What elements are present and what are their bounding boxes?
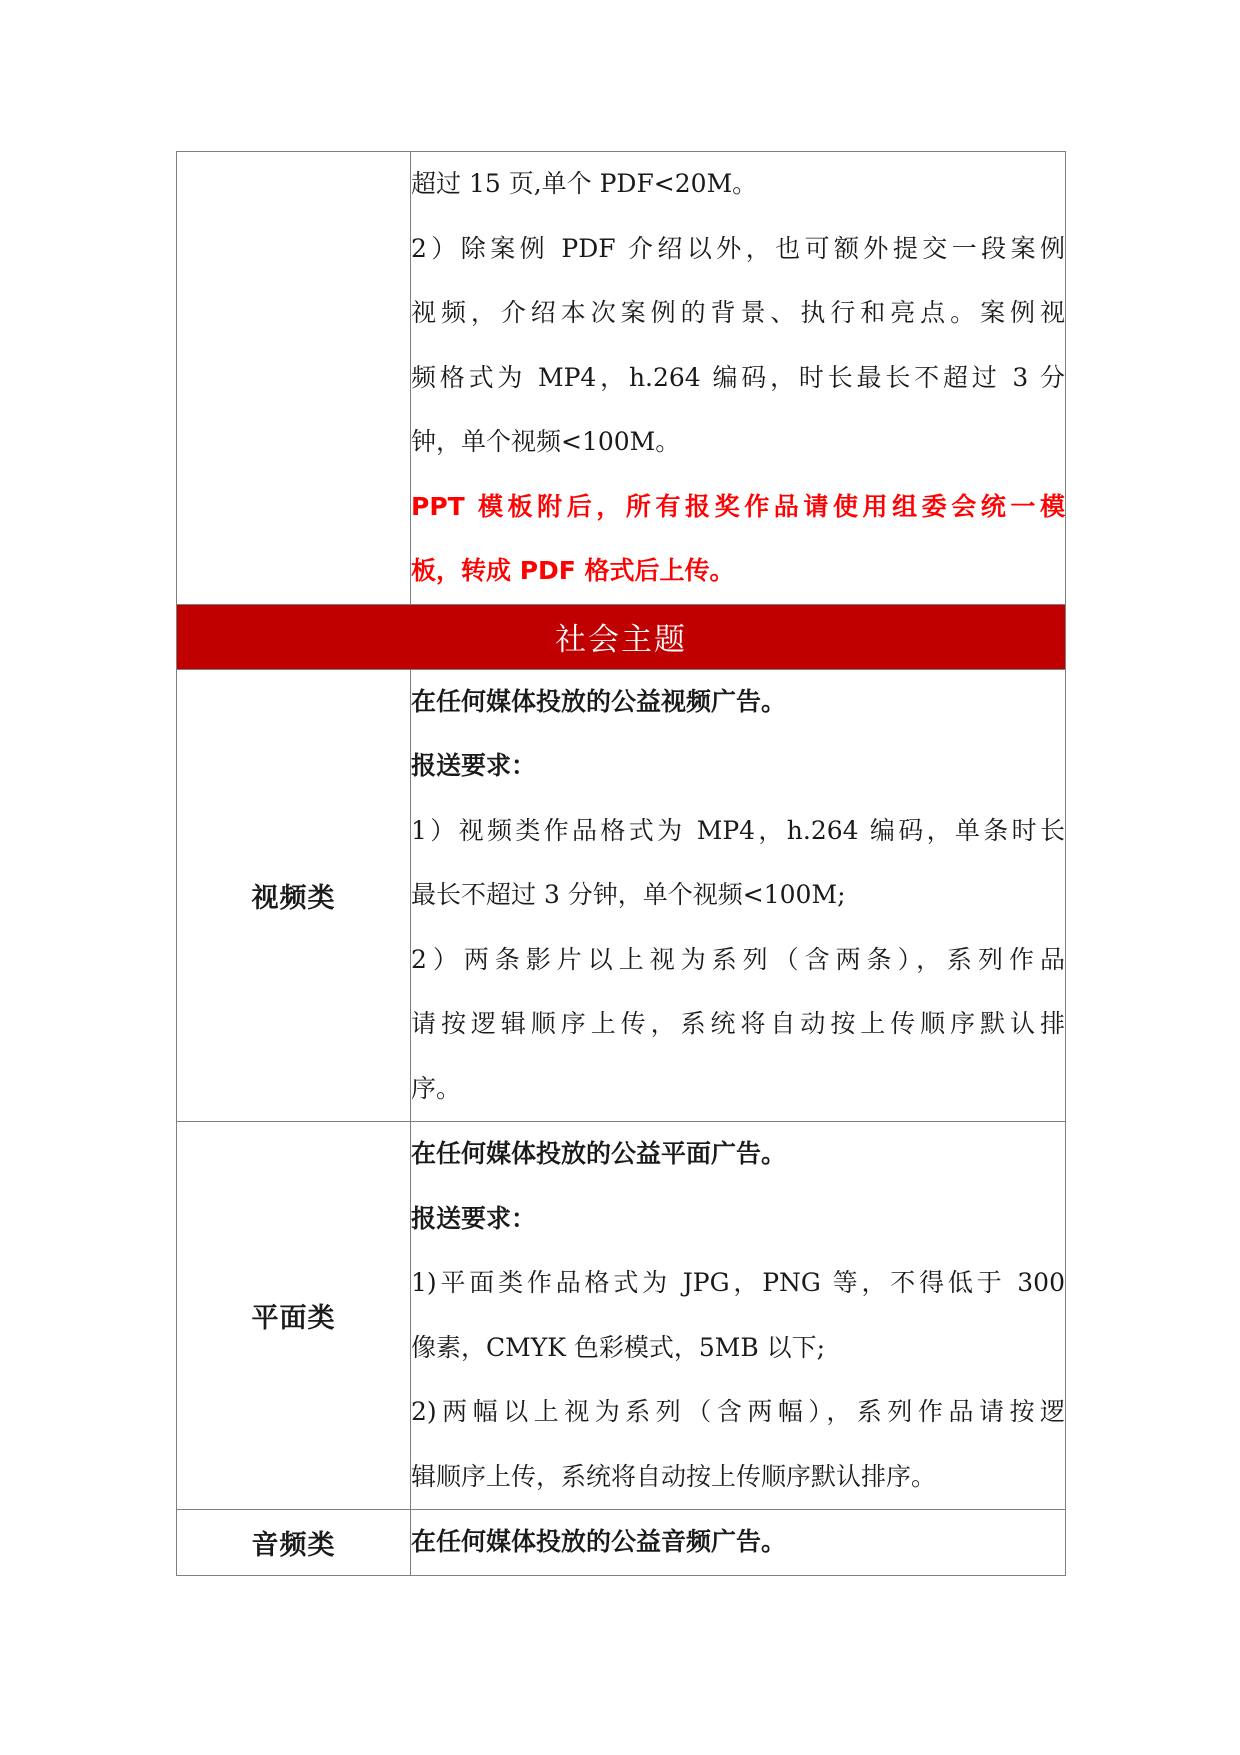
print-category-content	[411, 1122, 1066, 1510]
requirements-table	[176, 151, 1066, 1576]
print-requirement-line: 辑顺序上传，系统将自动按上传顺序默认排序。	[411, 1461, 937, 1491]
audio-category-label: 音频类	[177, 1510, 411, 1576]
continuation-row	[177, 152, 1066, 605]
video-requirement-line: 请按逻辑顺序上传，系统将自动按上传顺序默认排	[411, 1009, 1065, 1038]
video-requirement-line: 2）两条影片以上视为系列（含两条），系列作品	[411, 944, 1065, 974]
print-requirements-heading: 报送要求：	[411, 1203, 537, 1233]
print-requirement-line: 1)平面类作品格式为 JPG，PNG 等，不得低于 300	[411, 1268, 1065, 1297]
audio-description: 在任何媒体投放的公益音频广告。	[411, 1527, 787, 1556]
continuation-line: 钟，单个视频<100M。	[411, 427, 681, 456]
section-header-row	[177, 604, 1066, 669]
template-notice-line: 板，转成 PDF 格式后上传。	[411, 556, 735, 585]
continuation-line: 超过 15 页,单个 PDF<20M。	[411, 169, 758, 198]
continuation-line: 视频，介绍本次案例的背景、执行和亮点。案例视	[411, 298, 1065, 327]
video-requirement-line: 序。	[411, 1073, 462, 1103]
print-category-row	[177, 1122, 1066, 1510]
continuation-label-cell	[177, 152, 411, 605]
print-category-label: 平面类	[177, 1122, 411, 1510]
video-requirements-heading: 报送要求：	[411, 751, 537, 780]
video-category-row	[177, 669, 1066, 1122]
audio-category-row	[177, 1510, 1066, 1576]
continuation-line: 频格式为 MP4，h.264 编码，时长最长不超过 3 分	[411, 362, 1065, 392]
video-description: 在任何媒体投放的公益视频广告。	[411, 686, 787, 716]
continuation-line: 2）除案例 PDF 介绍以外，也可额外提交一段案例	[411, 233, 1065, 263]
video-category-content	[411, 669, 1066, 1122]
continuation-content	[411, 152, 1066, 605]
template-notice-line: PPT 模板附后，所有报奖作品请使用组委会统一模	[411, 491, 1065, 521]
video-requirement-line: 最长不超过 3 分钟，单个视频<100M;	[411, 880, 846, 909]
audio-category-content	[411, 1510, 1066, 1576]
print-requirement-line: 像素，CMYK 色彩模式，5MB 以下;	[411, 1332, 826, 1362]
video-requirement-line: 1）视频类作品格式为 MP4，h.264 编码，单条时长	[411, 815, 1065, 845]
section-title: 社会主题	[177, 604, 1066, 669]
print-requirement-line: 2)两幅以上视为系列（含两幅），系列作品请按逻	[411, 1397, 1065, 1426]
video-category-label: 视频类	[177, 669, 411, 1122]
print-description: 在任何媒体投放的公益平面广告。	[411, 1139, 787, 1168]
